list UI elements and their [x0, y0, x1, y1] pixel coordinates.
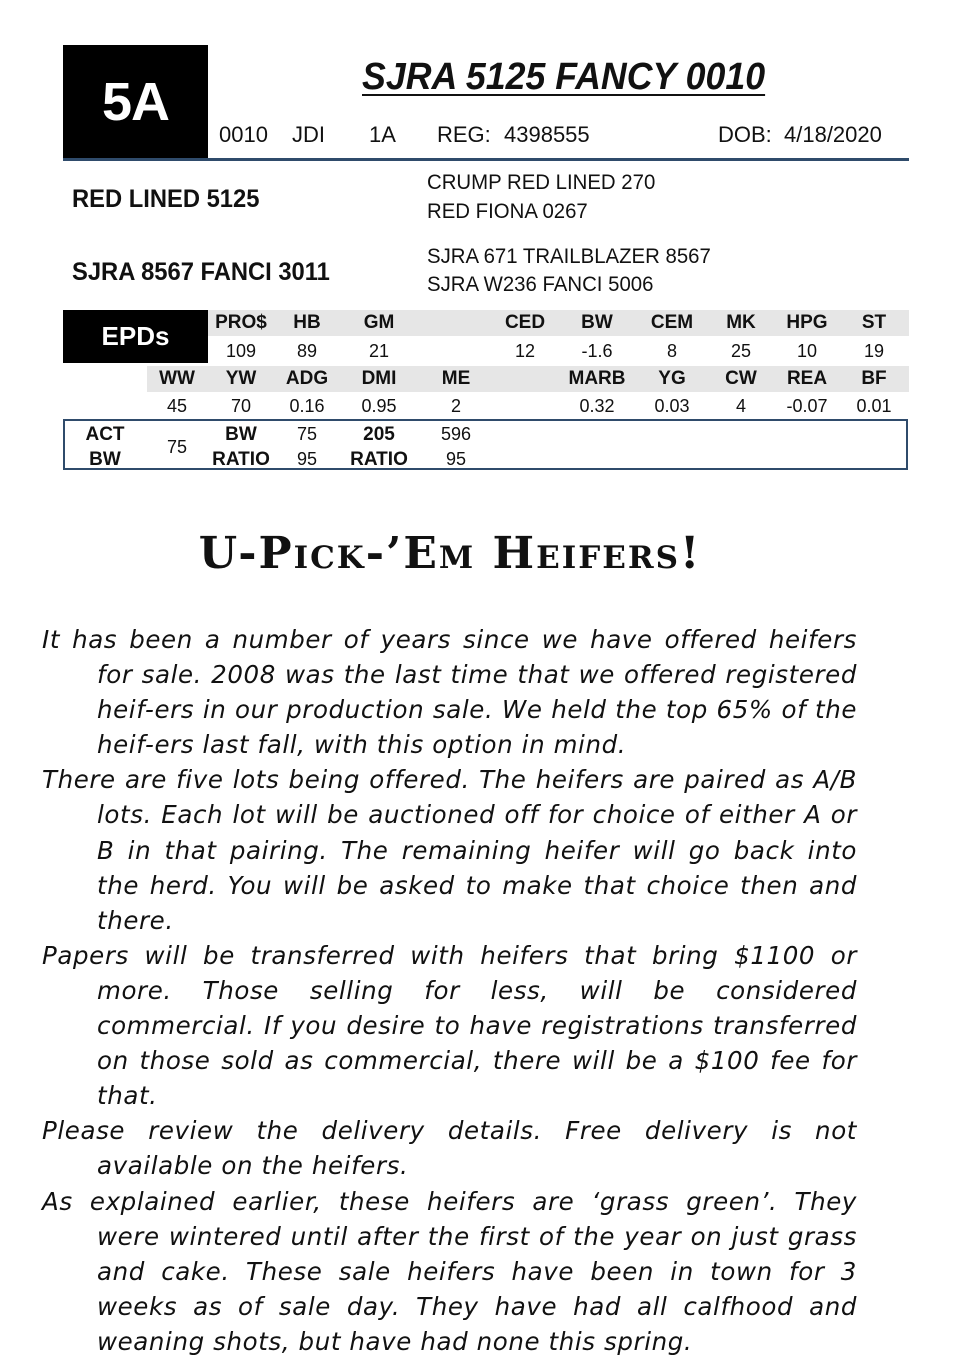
epd-value-pro: 109: [225, 341, 257, 361]
epd-header-mk: MK: [726, 312, 756, 333]
tag-number: 0010: [219, 122, 268, 147]
body-text: [42, 622, 857, 1359]
epd-header-yg: YG: [658, 368, 686, 389]
epd-value-ww: 45: [166, 396, 188, 416]
animal-name: SJRA 5125 FANCY 0010: [362, 56, 766, 98]
header-rule: [63, 158, 909, 161]
epd-value-dmi: 0.95: [361, 396, 397, 416]
paragraph-3: Papers will be transferred with heifers that bring $1100 or more. Those selling for less, will be considered commercial. If you desire to have registrations transferred on those sold as commercial, there will be a $100 fee for that.: [42, 940, 857, 1111]
grade: 1A: [369, 122, 396, 147]
epd-header-cem: CEM: [650, 312, 694, 333]
epd-value-mk: 25: [730, 341, 752, 361]
epd-header-cw: CW: [725, 368, 757, 389]
epd-header-hb: HB: [293, 312, 321, 333]
paragraph-1: It has been a number of years since we have offered heifers for sale. 2008 was the last time that we offered registered heif-ers in our production sale. We held the top 65% of the heif-ers last fall, with this option in mind.: [42, 625, 857, 760]
epd-value-ced: 12: [514, 341, 536, 361]
epd-value-yg: 0.03: [654, 396, 690, 416]
epds-label-box: [63, 310, 208, 363]
epd-value-bf: 0.01: [856, 396, 892, 416]
bw-ratio-label-2: RATIO: [212, 449, 270, 470]
bw-value: 75: [296, 424, 318, 444]
epd-header-pro: PRO$: [215, 312, 267, 333]
epd-value-rea: -0.07: [786, 396, 828, 416]
lot-number-box: [63, 45, 208, 158]
d205-ratio: 95: [445, 449, 467, 469]
sire-dam-name: RED FIONA 0267: [427, 200, 588, 223]
epd-header-yw: YW: [225, 368, 257, 389]
dam-name: SJRA 8567 FANCI 3011: [72, 258, 330, 286]
section-heading: U-Pick-’Em Heifers!: [198, 528, 702, 579]
epd-header-ww: WW: [159, 368, 195, 389]
dam-dam-name: SJRA W236 FANCI 5006: [427, 273, 654, 296]
reg-label: REG:: [437, 122, 491, 147]
epd-header-rea: REA: [786, 368, 828, 389]
epd-value-st: 19: [863, 341, 885, 361]
d205-label-1: 205: [363, 424, 395, 445]
d205-value: 596: [440, 424, 472, 444]
act-label-1: ACT: [85, 424, 125, 445]
epd-value-hpg: 10: [796, 341, 818, 361]
epd-header-st: ST: [861, 312, 887, 333]
sire-name: RED LINED 5125: [72, 185, 260, 213]
epd-header-dmi: DMI: [361, 368, 397, 389]
epd-value-hb: 89: [296, 341, 318, 361]
epd-header-bf: BF: [861, 368, 887, 389]
bw-ratio-label-1: BW: [225, 424, 257, 445]
epd-value-marb: 0.32: [579, 396, 615, 416]
act-label-2: BW: [89, 449, 121, 470]
epd-header-me: ME: [441, 368, 471, 389]
epd-value-me: 2: [450, 396, 462, 416]
dob-label: DOB:: [718, 122, 772, 147]
epd-header-gm: GM: [363, 312, 395, 333]
paragraph-2: There are five lots being offered. The heifers are paired as A/B lots. Each lot will be auctioned off for choice of either A or B in that pairing. The remaining heifer will go back into the herd. You will be asked to make that choice then and there.: [42, 765, 857, 935]
epd-value-cem: 8: [666, 341, 678, 361]
act-bw-value: 75: [166, 437, 188, 457]
dam-sire-name: SJRA 671 TRAILBLAZER 8567: [427, 245, 711, 268]
paragraph-4: Please review the delivery details. Free delivery is not available on the heifers.: [42, 1116, 857, 1181]
lot-number: 5A: [101, 71, 170, 132]
bw-ratio: 95: [296, 449, 318, 469]
epd-header-adg: ADG: [285, 368, 329, 389]
epd-header-hpg: HPG: [786, 312, 828, 333]
epd-header-ced: CED: [504, 312, 546, 333]
epds-label: EPDs: [101, 321, 170, 351]
epd-value-yw: 70: [230, 396, 252, 416]
epd-value-bw: -1.6: [581, 341, 613, 361]
paragraph-5: As explained earlier, these heifers are ‘grass green’. They were wintered until after the first of the year on just grass and cake. These sale heifers have been in town for 3 weeks as of sale day. They have had all calfhood and weaning shots, but have had none this spring.: [42, 1186, 857, 1356]
sire-sire-name: CRUMP RED LINED 270: [427, 171, 656, 194]
epd-header-marb: MARB: [568, 368, 626, 389]
epd-header-bw: BW: [581, 312, 613, 333]
dob-value: 4/18/2020: [784, 122, 882, 147]
reg-number: 4398555: [504, 122, 590, 147]
d205-label-2: RATIO: [350, 449, 408, 470]
actuals-box: [63, 419, 908, 470]
epd-value-adg: 0.16: [289, 396, 325, 416]
epd-value-gm: 21: [368, 341, 390, 361]
epd-value-cw: 4: [735, 396, 747, 416]
herd-code: JDI: [292, 122, 325, 147]
